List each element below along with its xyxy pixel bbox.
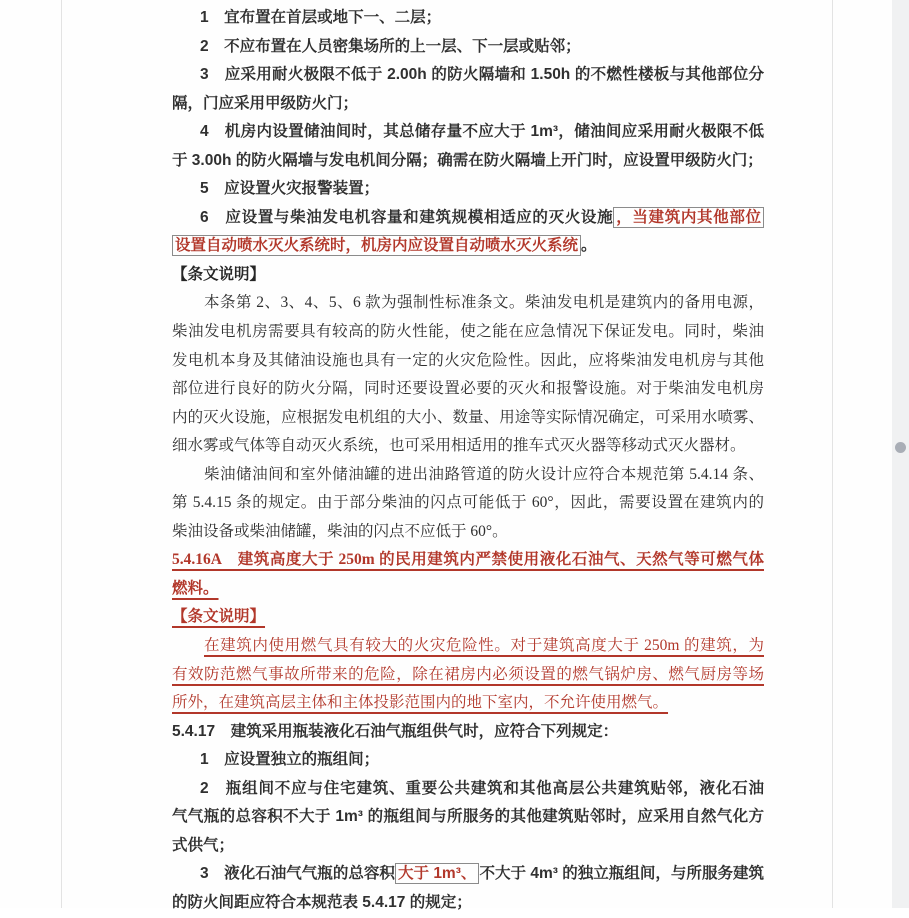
revision-insertion-boxed: 设置自动喷水灭火系统时，机房内应设置自动喷水灭火系统 <box>172 235 581 256</box>
doc-line-16 <box>172 432 764 461</box>
doc-line-23 <box>172 632 764 661</box>
line-text: 。 <box>581 237 597 255</box>
line-text: 4 机房内设置储油间时，其总储存量不应大于 1m³，储油间应采用耐火极限不低 <box>200 123 764 141</box>
doc-line-22 <box>172 603 764 632</box>
doc-line-4 <box>172 90 764 119</box>
doc-line-8 <box>172 204 764 233</box>
line-text: 有效防范燃气事故所带来的危险，除在裙房内必须设置的燃气锅炉房、燃气厨房等场 <box>172 665 764 683</box>
page-left-border <box>61 0 62 908</box>
line-text: 隔，门应采用甲级防火门； <box>172 94 359 112</box>
doc-line-15 <box>172 404 764 433</box>
revision-insertion-boxed: ，当建筑内其他部位 <box>613 207 764 228</box>
line-text: 1 宜布置在首层或地下一、二层； <box>200 9 442 26</box>
scrollbar-thumb[interactable] <box>895 442 906 453</box>
line-text: 柴油发电机房需要具有较高的防火性能，使之能在应急情况下保证发电。同时，柴油 <box>172 323 764 341</box>
doc-line-9 <box>172 232 764 261</box>
line-text: 的防火间距应符合本规范表 5.4.17 的规定； <box>172 893 472 911</box>
doc-line-19 <box>172 518 764 547</box>
line-text: 于 3.00h 的防火隔墙与发电机间分隔；确需在防火隔墙上开门时，应设置甲级防火门； <box>172 151 763 169</box>
doc-line-20 <box>172 546 764 575</box>
doc-line-24 <box>172 661 764 690</box>
line-text: 不大于 4m³ 的独立瓶组间，与所服务建筑 <box>479 865 764 883</box>
doc-line-28 <box>172 775 764 804</box>
line-text: 内的灭火设施，应根据发电机组的大小、数量、用途等实际情况确定，可采用水喷雾、 <box>172 408 764 426</box>
line-text: 柴油储油间和室外储油罐的进出油路管道的防火设计应符合本规范第 5.4.14 条、 <box>204 465 764 483</box>
line-text: 3 应采用耐火极限不低于 2.00h 的防火隔墙和 1.50h 的不燃性楼板与其他部位分 <box>200 66 764 84</box>
line-text: 细水雾或气体等自动灭火系统，也可采用相适用的推车式灭火器等移动式灭火器材。 <box>172 437 746 455</box>
line-text: 第 5.4.15 条的规定。由于部分柴油的闪点可能低于 60°，因此，需要设置在建筑内的 <box>172 494 764 512</box>
line-text: 柴油设备或柴油储罐，柴油的闪点不应低于 60°。 <box>172 522 508 540</box>
doc-line-11 <box>172 289 764 318</box>
doc-line-17 <box>172 461 764 490</box>
doc-line-31 <box>172 860 764 889</box>
revision-insertion-boxed: 大于 1m³、 <box>395 863 480 884</box>
line-text: 1 应设置独立的瓶组间； <box>200 751 380 769</box>
doc-line-18 <box>172 489 764 518</box>
line-text: 在建筑内使用燃气具有较大的火灾危险性。对于建筑高度大于 250m 的建筑，为 <box>204 637 764 655</box>
line-text: 燃料。 <box>172 579 219 597</box>
line-text: 所外，在建筑高层主体和主体投影范围内的地下室内，不允许使用燃气。 <box>172 694 669 712</box>
document-content <box>172 4 764 918</box>
doc-line-6 <box>172 147 764 176</box>
line-text: 5.4.16A 建筑高度大于 250m 的民用建筑内严禁使用液化石油气、天然气等可燃气体 <box>172 551 764 569</box>
doc-line-12 <box>172 318 764 347</box>
doc-line-30 <box>172 832 764 861</box>
line-text: 6 应设置与柴油发电机容量和建筑规模相适应的灭火设施 <box>200 208 614 226</box>
doc-line-27 <box>172 746 764 775</box>
doc-line-7 <box>172 175 764 204</box>
page-right-border <box>832 0 833 908</box>
line-text: 【条文说明】 <box>172 608 266 626</box>
line-text: 3 液化石油气气瓶的总容积 <box>200 865 395 883</box>
doc-line-13 <box>172 347 764 376</box>
line-text: 【条文说明】 <box>172 265 266 283</box>
doc-line-29 <box>172 803 764 832</box>
doc-line-25 <box>172 689 764 718</box>
doc-line-5 <box>172 118 764 147</box>
line-text: 气气瓶的总容积不大于 1m³ 的瓶组间与所服务的其他建筑贴邻时，应采用自然气化方 <box>172 808 764 826</box>
doc-line-32 <box>172 889 764 918</box>
doc-line-26 <box>172 718 764 747</box>
line-text: 式供气； <box>172 836 235 854</box>
line-text: 发电机本身及其储油设施也具有一定的火灾危险性。因此，应将柴油发电机房与其他 <box>172 351 764 369</box>
line-text: 5 应设置火灾报警装置； <box>200 180 380 198</box>
line-text: 2 瓶组间不应与住宅建筑、重要公共建筑和其他高层公共建筑贴邻，液化石油 <box>200 779 764 797</box>
scrollbar-track[interactable] <box>892 0 909 908</box>
doc-line-21 <box>172 575 764 604</box>
doc-line-1 <box>172 4 764 33</box>
doc-line-2 <box>172 33 764 62</box>
doc-line-3 <box>172 61 764 90</box>
doc-line-14 <box>172 375 764 404</box>
doc-line-10 <box>172 261 764 290</box>
line-text: 本条第 2、3、4、5、6 款为强制性标准条文。柴油发电机是建筑内的备用电源， <box>204 294 764 312</box>
line-text: 2 不应布置在人员密集场所的上一层、下一层或贴邻； <box>200 37 581 55</box>
line-text: 5.4.17 建筑采用瓶装液化石油气瓶组供气时，应符合下列规定： <box>172 722 619 740</box>
line-text: 部位进行良好的防火分隔，同时还要设置必要的灭火和报警设施。对于柴油发电机房 <box>172 380 764 398</box>
